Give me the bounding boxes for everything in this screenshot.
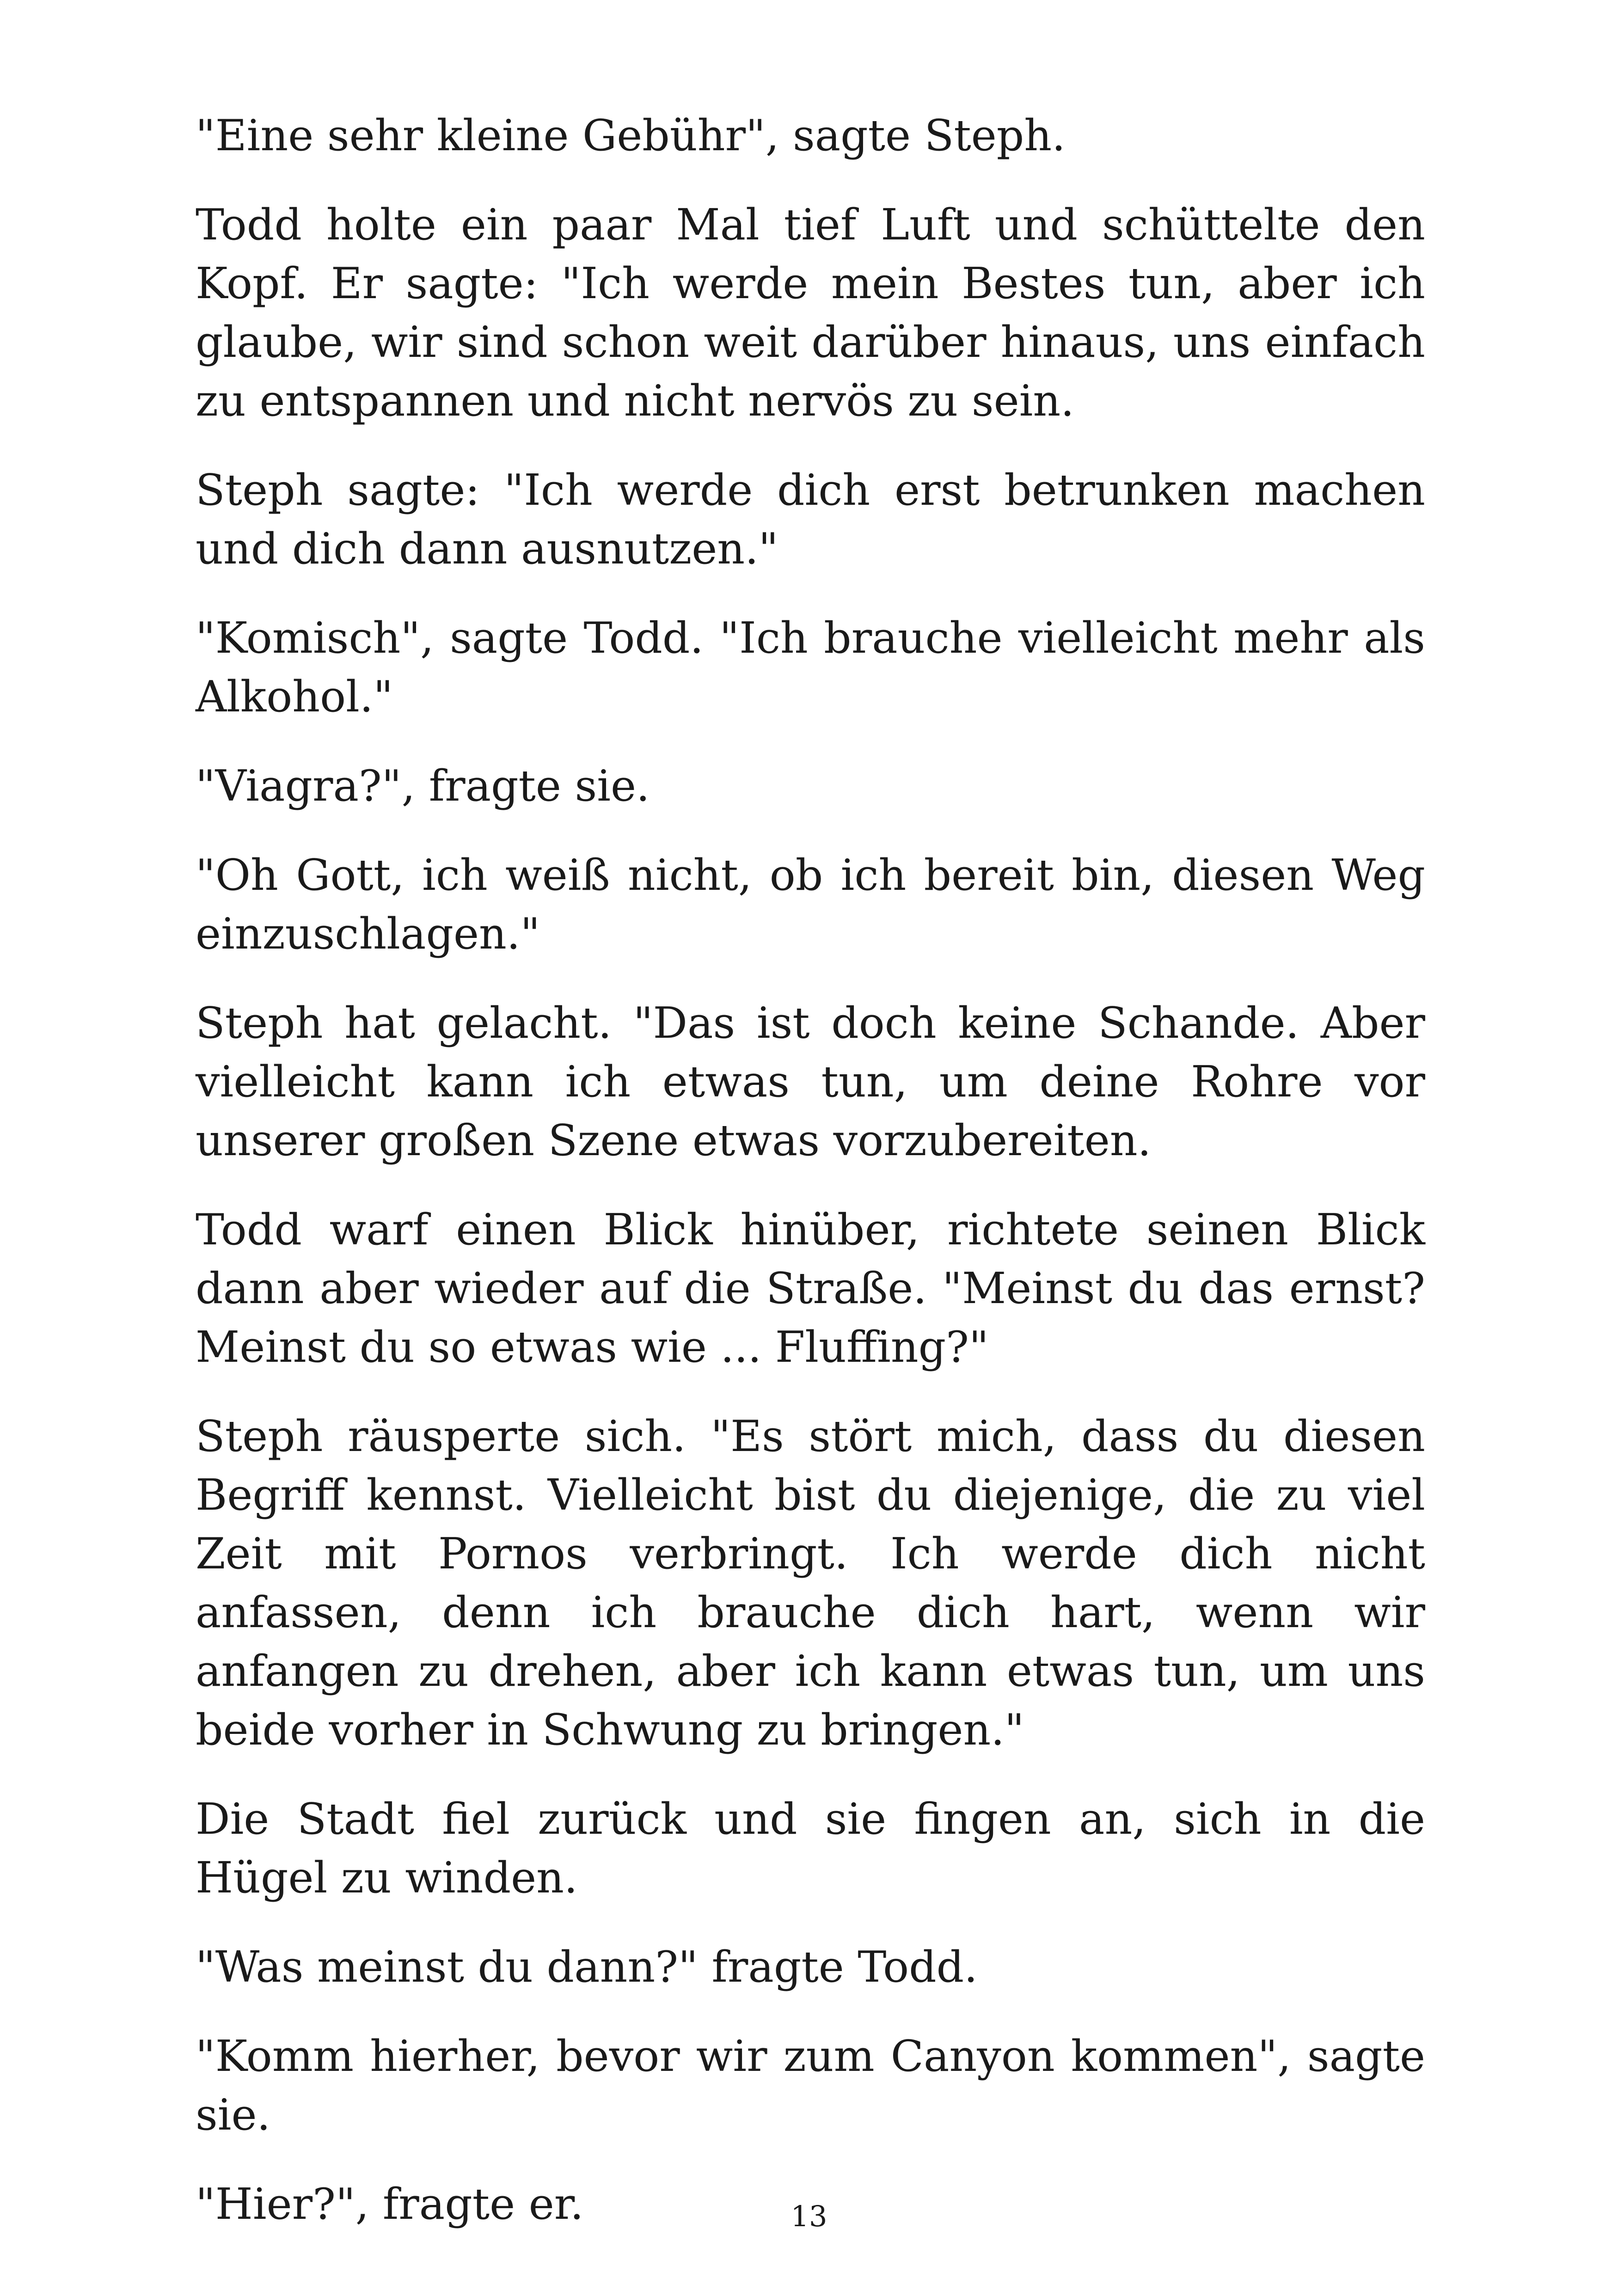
paragraph: Steph sagte: "Ich werde dich erst betrunken machen und dich dann ausnutzen." (196, 465, 1425, 574)
paragraph: "Was meinst du dann?" fragte Todd. (196, 1942, 978, 1992)
paragraph: "Oh Gott, ich weiß nicht, ob ich bereit bin, diesen Weg einzuschlagen." (196, 850, 1425, 959)
paragraph: "Viagra?", fragte sie. (196, 761, 650, 811)
paragraph: Steph räusperte sich. "Es stört mich, dass du diesen Begriff kennst. Vielleicht bist du diejenige, die zu viel Zeit mit Pornos verbringt. Ich werde dich nicht anfassen, denn ich brauche dich hart, wenn wir anfangen zu drehen, aber ich kann etwas tun, um uns beide vorher in Schwung zu bringen." (196, 1411, 1425, 1755)
paragraph: Die Stadt fiel zurück und sie fingen an, sich in die Hügel zu winden. (196, 1794, 1425, 1903)
paragraph: "Komisch", sagte Todd. "Ich brauche vielleicht mehr als Alkohol." (196, 613, 1425, 722)
paragraph: "Hier?", fragte er. (196, 2179, 584, 2229)
paragraph: Todd warf einen Blick hinüber, richtete seinen Blick dann aber wieder auf die Straße. "Meinst du das ernst? Meinst du so etwas wie ... Fluffing?" (196, 1205, 1425, 1372)
paragraph: Todd holte ein paar Mal tief Luft und schüttelte den Kopf. Er sagte: "Ich werde mein Bestes tun, aber ich glaube, wir sind schon weit darüber hinaus, uns einfach zu entspannen und nicht nervös zu sein. (196, 200, 1425, 426)
paragraph: "Komm hierher, bevor wir zum Canyon kommen", sagte sie. (196, 2031, 1425, 2140)
paragraph: Steph hat gelacht. "Das ist doch keine Schande. Aber vielleicht kann ich etwas tun, um deine Rohre vor unserer großen Szene etwas vorzubereiten. (196, 998, 1425, 1165)
paragraph: "Eine sehr kleine Gebühr", sagte Steph. (196, 110, 1066, 160)
body-text (196, 106, 1425, 2264)
page-number: 13 (791, 2199, 827, 2233)
